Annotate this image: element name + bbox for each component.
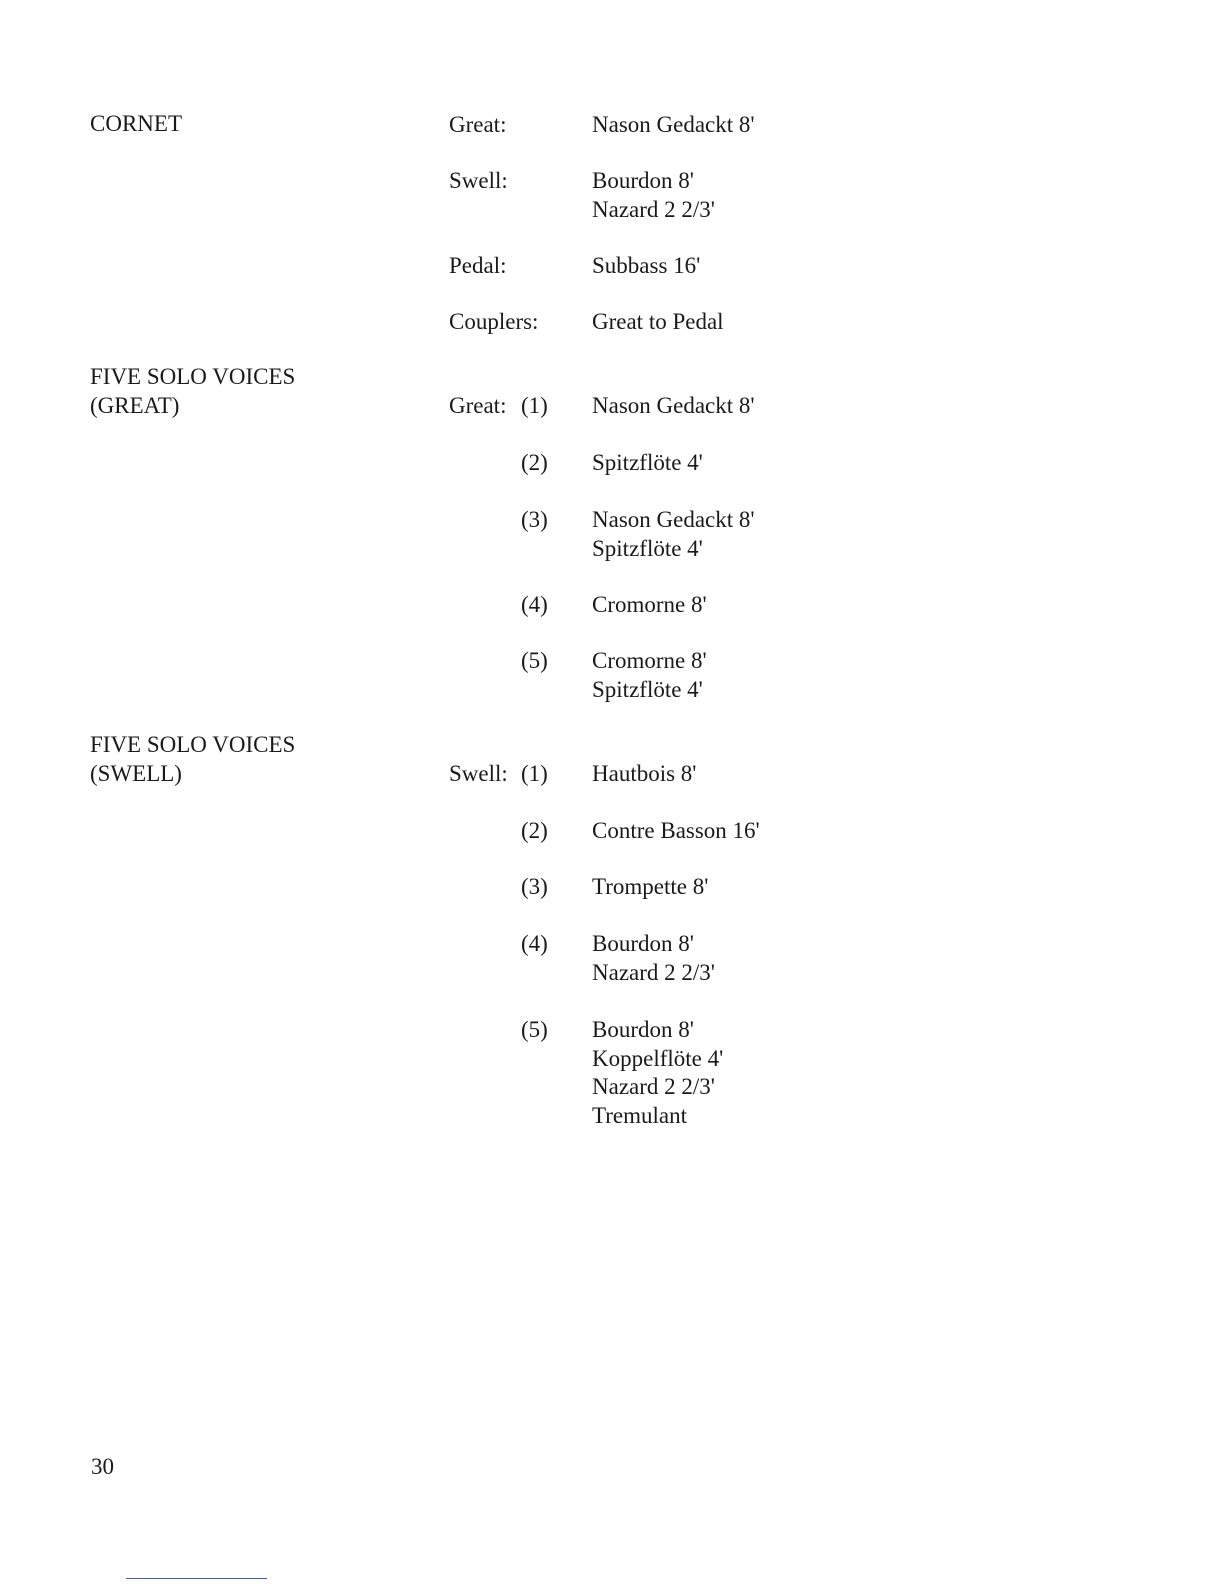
stop-name: Cromorne 8' [592,592,707,617]
voice-number: (3) [521,874,548,899]
stop-name: Nazard 2 2/3' [592,959,715,985]
stop-name: Tremulant [592,1102,687,1128]
stop-list [592,252,700,281]
voice-number: (5) [521,1017,548,1042]
division-label: Great: [449,112,507,137]
division-label: Great: [449,393,507,418]
stop-name: Contre Basson 16' [592,818,760,843]
stop-name: Koppelflöte 4' [592,1045,724,1071]
page-number: 30 [91,1454,114,1479]
stop-name: Nazard 2 2/3' [592,1074,715,1099]
heading-line: FIVE SOLO VOICES [90,364,296,389]
division-label: Couplers: [449,309,539,334]
voice-number: (4) [521,931,548,956]
section-heading-cornet: CORNET [90,111,182,136]
stop-list [592,392,755,421]
stop-list [592,760,696,789]
stop-name: Nason Gedackt 8' [592,112,755,137]
division-label: Swell: [449,168,508,193]
stop-name: Cromorne 8' [592,648,707,673]
stop-name: Nazard 2 2/3' [592,196,715,222]
heading-line: (SWELL) [90,760,182,786]
voice-number: (2) [521,450,548,475]
stop-list [592,591,707,620]
section-heading-great-solo [90,363,295,420]
stop-list [592,930,715,987]
stop-list [592,167,715,224]
stop-name: Hautbois 8' [592,761,697,786]
voice-number: (3) [521,507,548,532]
voice-number: (1) [521,761,548,786]
voice-number: (4) [521,592,548,617]
bottom-rule [126,1578,267,1579]
heading-line: (GREAT) [90,392,180,418]
stop-name: Bourdon 8' [592,931,694,956]
stop-name: Great to Pedal [592,309,724,334]
stop-list [592,1016,723,1130]
stop-list [592,647,707,704]
stop-name: Spitzflöte 4' [592,676,703,702]
stop-list [592,308,724,337]
stop-name: Spitzflöte 4' [592,450,703,475]
voice-number: (5) [521,648,548,673]
stop-list [592,817,760,846]
stop-list [592,111,755,140]
voice-number: (2) [521,818,548,843]
stop-list [592,506,755,563]
section-heading-swell-solo [90,731,295,788]
division-label: Swell: [449,761,508,786]
stop-name: Bourdon 8' [592,168,694,193]
division-label: Pedal: [449,253,507,278]
stop-name: Subbass 16' [592,253,701,278]
stop-name: Bourdon 8' [592,1017,694,1042]
stop-name: Nason Gedackt 8' [592,393,755,418]
stop-name: Trompette 8' [592,874,709,899]
stop-list [592,449,703,478]
voice-number: (1) [521,393,548,418]
stop-name: Spitzflöte 4' [592,535,703,561]
heading-line: FIVE SOLO VOICES [90,732,296,757]
stop-name: Nason Gedackt 8' [592,507,755,532]
stop-list [592,873,708,902]
